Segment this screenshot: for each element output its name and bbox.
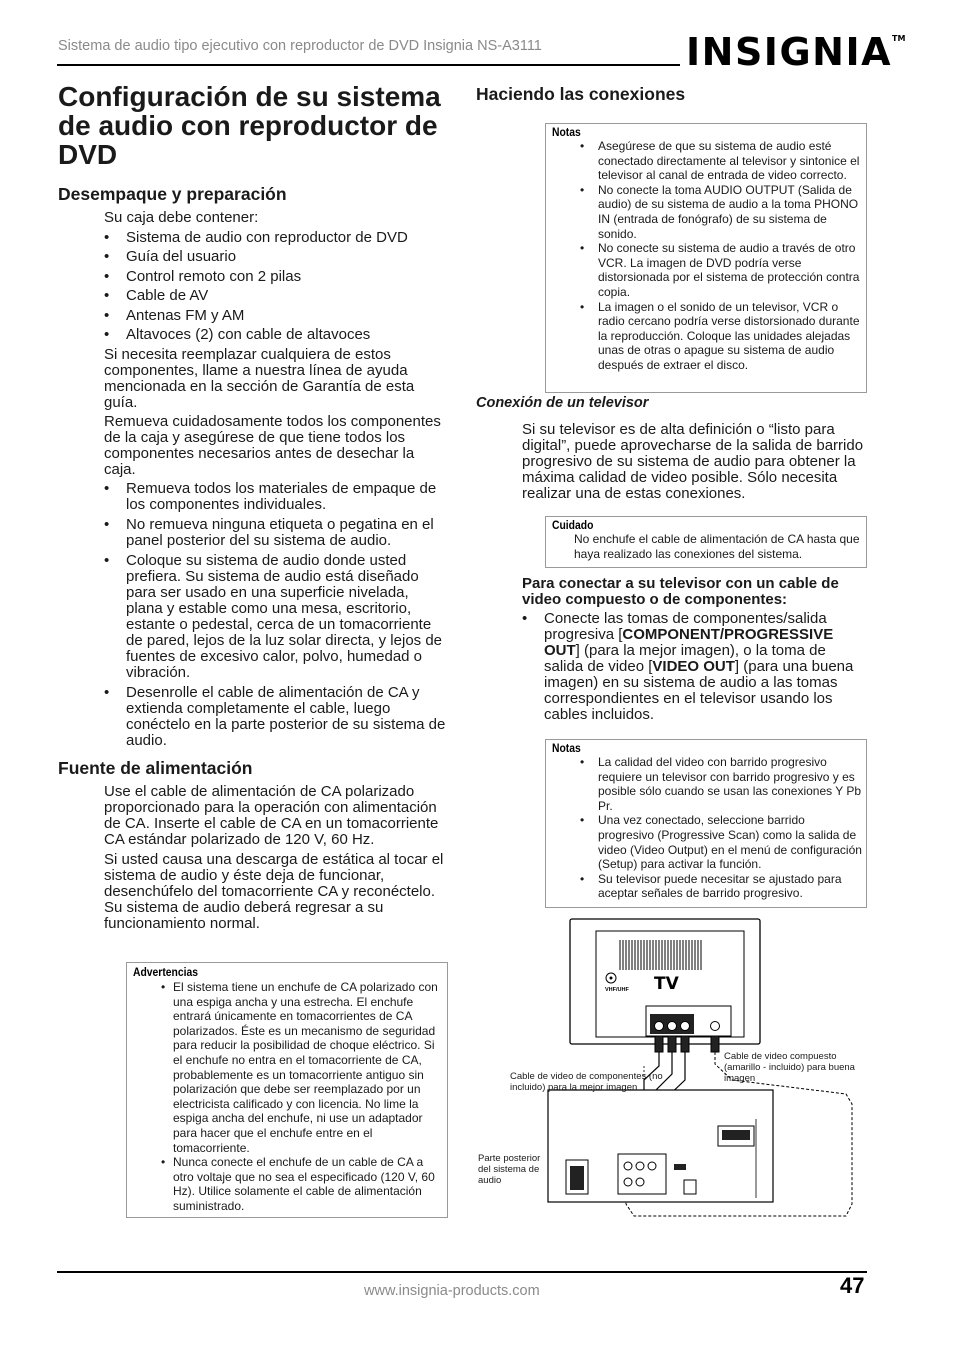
notes-label: Notas [552, 127, 581, 139]
list-item: • Una vez conectado, seleccione barrido progresivo (Progressive Scan) como la salida de video (Video Output) en el menú de configuración (Setup) para activar la función. [552, 813, 862, 871]
component-out-label: COMPONENT/PROGRESSIVE OUT [544, 626, 834, 659]
notes-box-1 [545, 123, 867, 393]
setup-steps-list [104, 481, 449, 749]
replacement-paragraph: Si necesita reemplazar cualquiera de estos componentes, llame a nuestra línea de ayuda mencionada en la sección de Garantía de esta guía. [104, 345, 415, 411]
component-cable-label: Cable de video de componentes (no incluido) para la mejor imagen [510, 1071, 663, 1093]
remove-paragraph: Remueva cuidadosamente todos los componentes de la caja y asegúrese de que tiene todos los componentes necesarios antes de desechar la caja. [104, 412, 441, 478]
running-header: Sistema de audio tipo ejecutivo con reproductor de DVD Insignia NS-A3111 [58, 38, 542, 54]
video-out-label: VIDEO OUT [652, 658, 735, 675]
warnings-label: Advertencias [133, 967, 199, 979]
box-contents-intro: Su caja debe contener: [104, 209, 259, 226]
list-item: • Su televisor puede necesitar se ajustado para aceptar señales de barrido progresivo. [552, 872, 862, 901]
footer-url: www.insignia-products.com [364, 1283, 540, 1299]
list-item: • Guía del usuario [104, 249, 449, 265]
connections-heading: Haciendo las conexiones [476, 84, 686, 104]
list-item: • Desenrolle el cable de alimentación de CA y extienda completamente el cable, luego conéctelo en la parte posterior de su sistema de audio. [104, 685, 449, 749]
insignia-logo [686, 30, 905, 74]
composite-cable-label: Cable de video compuesto (amarillo - incluido) para buena imagen [724, 1051, 855, 1084]
rear-panel-label: Parte posterior del sistema de audio [478, 1153, 541, 1186]
list-item [522, 611, 867, 723]
power-paragraph-1: Use el cable de alimentación de CA polarizado proporcionado para la operación con alimentación de CA. Inserte el cable de CA en un tomacorriente CA estándar polarizado de 120 V, 60 Hz. [104, 783, 439, 848]
list-item: • Nunca conecte el enchufe de un cable de CA a otro voltaje que no sea el especificado (120 V, 60 Hz). Utilice solamente el cable de alimentación suministrado. [133, 1155, 445, 1213]
step-text: ] (para la mejor imagen), o la toma de salida de video [ [544, 642, 826, 675]
power-paragraph-2: Si usted causa una descarga de estática al tocar el sistema de audio y éste deja de funcionar, desenchúfelo del tomacorriente CA y reconéctelo. Su sistema de audio deberá regresar a su funcionamiento normal. [104, 851, 444, 932]
notes-list [552, 755, 862, 901]
list-item: • El sistema tiene un enchufe de CA polarizado con una espiga ancha y una estrecha. El enchufe entrará únicamente en tomacorrientes de CA polarizados. Éste es un mecanismo de seguridad para reducir la posibilidad de choque eléctrico. Si el enchufe no entra en el tomacorriente de CA, probablemente es un tomacorriente antiguo sin polarización que debe ser reemplazado por un electricista calificado y con licencia. No lime la espiga ancha del enchufe, ni use un adaptador para hacer que el enchufe entre en el tomacorriente. [133, 980, 445, 1155]
logo-text: INSIGNIA [686, 30, 892, 74]
header-rule [57, 64, 680, 66]
notes-label: Notas [552, 743, 581, 755]
unpacking-heading: Desempaque y preparación [58, 184, 287, 204]
list-item: • No remueva ninguna etiqueta o pegatina en el panel posterior del su sistema de audio. [104, 517, 449, 549]
list-item: • Asegúrese de que su sistema de audio esté conectado directamente al televisor y sintonice el televisor al canal de entrada de video correcto. [552, 139, 862, 183]
unpacking-section [104, 210, 449, 749]
vhf-uhf-label: VHF/UHF [605, 987, 629, 993]
procedure-heading: Para conectar a su televisor con un cable de video compuesto o de componentes: [522, 575, 839, 608]
caution-text: No enchufe el cable de alimentación de CA hasta que haya realizado las conexiones del sistema. [574, 532, 860, 561]
list-item: • Sistema de audio con reproductor de DVD [104, 230, 449, 246]
notes-box-2 [545, 739, 867, 908]
trademark: TM [892, 34, 906, 43]
notes-list [552, 139, 862, 373]
list-item: • La imagen o el sonido de un televisor, VCR o radio cercano podría verse distorsionado durante la reproducción. Coloque las unidades alejadas unas de otras o apague su sistema de audio después de extraer el disco. [552, 300, 862, 373]
page-number: 47 [840, 1273, 865, 1298]
step-text: Conecte las tomas de componentes/salida progresiva [ [544, 610, 827, 643]
list-item: • No conecte su sistema de audio a través de otro VCR. La imagen de DVD podría verse distorsionada por el sistema de protección contra copia. [552, 241, 862, 299]
tv-connection-paragraph: Si su televisor es de alta definición o “listo para digital”, puede aprovecharse de la salida de barrido progresivo de su sistema de audio para obtener la máxima calidad de video posible. Sólo necesita realizar una de estas conexiones. [522, 421, 864, 502]
page-title: Configuración de su sistema de audio con reproductor de DVD [58, 81, 441, 170]
list-item: • Altavoces (2) con cable de altavoces [104, 327, 449, 343]
power-section [104, 784, 449, 932]
list-item: • Antenas FM y AM [104, 308, 449, 324]
procedure-list [522, 611, 867, 723]
power-heading: Fuente de alimentación [58, 758, 253, 778]
list-item: • Coloque su sistema de audio donde usted prefiera. Su sistema de audio está diseñado para ser usado en una superficie nivelada, plana y estable como una mesa, escritorio, estante o pedestal, cerca de un tomacorriente de pared, lejos de la luz solar directa, y lejos de fuentes de excesivo calor, polvo, humedad o vibración. [104, 553, 449, 681]
warnings-list [133, 980, 445, 1214]
procedure-step [522, 611, 867, 723]
warnings-box [126, 962, 448, 1218]
tv-connection-subheading: Conexión de un televisor [476, 395, 649, 411]
list-item: • La calidad del video con barrido progresivo requiere un televisor con barrido progresivo y es posible sólo cuando se usan las conexiones Y Pb Pr. [552, 755, 862, 813]
connection-diagram [474, 914, 874, 1226]
list-item: • Cable de AV [104, 288, 449, 304]
list-item: • No conecte la toma AUDIO OUTPUT (Salida de audio) de su sistema de audio a la toma PHONO IN (entrada de fonógrafo) de su sistema de sonido. [552, 183, 862, 241]
list-item: • Remueva todos los materiales de empaque de los componentes individuales. [104, 481, 449, 513]
list-item: • Control remoto con 2 pilas [104, 269, 449, 285]
tv-label: TV [654, 974, 679, 994]
step-text: ] (para una buena imagen) en su sistema de audio a las tomas correspondientes en el televisor usando los cables incluidos. [544, 658, 854, 723]
caution-label: Cuidado [552, 520, 594, 532]
footer-rule [57, 1271, 867, 1273]
box-contents-list [104, 230, 449, 344]
caution-box [545, 516, 867, 568]
